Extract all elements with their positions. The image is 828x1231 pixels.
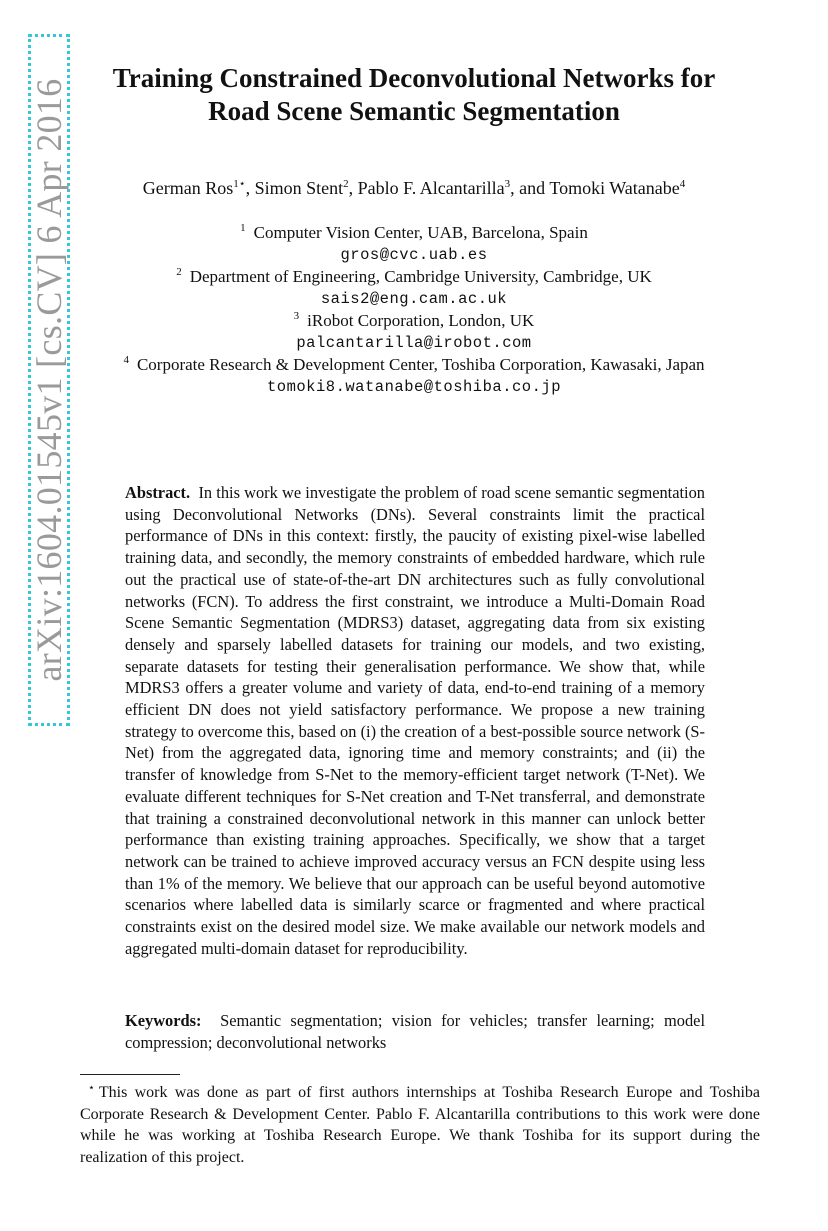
author: German Ros$^{1⋆}$ [142,178,246,198]
title-line-1: Training Constrained Deconvolutional Networks for [112,63,716,93]
paper-title [80,62,748,128]
footnote-rule [80,1074,180,1075]
title-line-2: Road Scene Semantic Segmentation [208,96,620,126]
author: Tomoki Watanabe$^4$ [549,178,686,198]
abstract [125,482,705,959]
author-list: German Ros$^{1⋆}$, Simon Stent$^2$, Pablo F. Alcantarilla$^3$, and Tomoki Watanabe$^4$ [142,178,686,198]
author: Simon Stent$^2$ [254,178,349,198]
arxiv-stamp [28,34,70,726]
email-address: sais2@eng.cam.ac.uk [320,290,508,308]
affiliation-list [80,222,748,398]
abstract-label: Abstract. [125,483,191,502]
affiliation: $^4$ Corporate Research & Development Center, Toshiba Corporation, Kawasaki, Japan [123,354,705,374]
email-address: gros@cvc.uab.es [340,246,488,264]
keywords-text: Semantic segmentation; vision for vehicles; transfer learning; model compression; deconvolutional networks [125,1011,705,1052]
keywords [125,1010,705,1053]
affiliation: $^2$ Department of Engineering, Cambridge University, Cambridge, UK [176,266,652,286]
arxiv-identifier: arXiv:1604.01545v1 [cs.CV] 6 Apr 2016 [29,78,69,682]
footnote-text: This work was done as part of first authors internships at Toshiba Research Europe and Toshiba Corporate Research & Development Center. Pablo F. Alcantarilla contributions to this work were done while he was working at Toshiba Research Europe. We thank Toshiba for its support during the realization of this project. [80,1084,760,1167]
author: Pablo F. Alcantarilla$^3$ [357,178,511,198]
abstract-text: In this work we investigate the problem of road scene semantic segmentation using Deconvolutional Networks (DNs). Several constraints limit the practical performance of DNs in this context: firstly, the paucity of existing pixel-wise labelled training data, and secondly, the memory constraints of embedded hardware, which rule out the practical use of state-of-the-art DN architectures such as fully convolutional networks (FCN). To address the first constraint, we introduce a Multi-Domain Road Scene Semantic Segmentation (MDRS3) dataset, aggregating data from six existing densely and sparsely labelled datasets for training our models, and two existing, separate datasets for testing their generalisation performance. We show that, while MDRS3 offers a greater volume and variety of data, end-to-end training of a memory efficient DN does not yield satisfactory performance. We propose a new training strategy to overcome this, based on (i) the creation of a best-possible source network (S-Net) from the aggregated data, ignoring time and memory constraints; and (ii) the transfer of knowledge from S-Net to the memory-efficient target network (T-Net). We evaluate different techniques for S-Net creation and T-Net transferral, and demonstrate that training a constrained deconvolutional network in this manner can unlock better performance than existing training approaches. Specifically, we show that a target network can be trained to achieve improved accuracy versus an FCN despite using less than 1% of the memory. We believe that our approach can be useful beyond automotive scenarios where labelled data is similarly scarce or fragmented and where practical constraints exist on the desired model size. We make available our network models and aggregated multi-domain dataset for reproducibility. [125,483,705,958]
keywords-label: Keywords: [125,1011,202,1030]
email-address: tomoki8.watanabe@toshiba.co.jp [266,378,562,396]
email-address: palcantarilla@irobot.com [296,334,532,352]
footnote-mark: ⋆ [88,1082,95,1094]
footnote [80,1082,760,1169]
affiliation: $^1$ Computer Vision Center, UAB, Barcelona, Spain [240,222,588,242]
affiliation: $^3$ iRobot Corporation, London, UK [293,310,535,330]
